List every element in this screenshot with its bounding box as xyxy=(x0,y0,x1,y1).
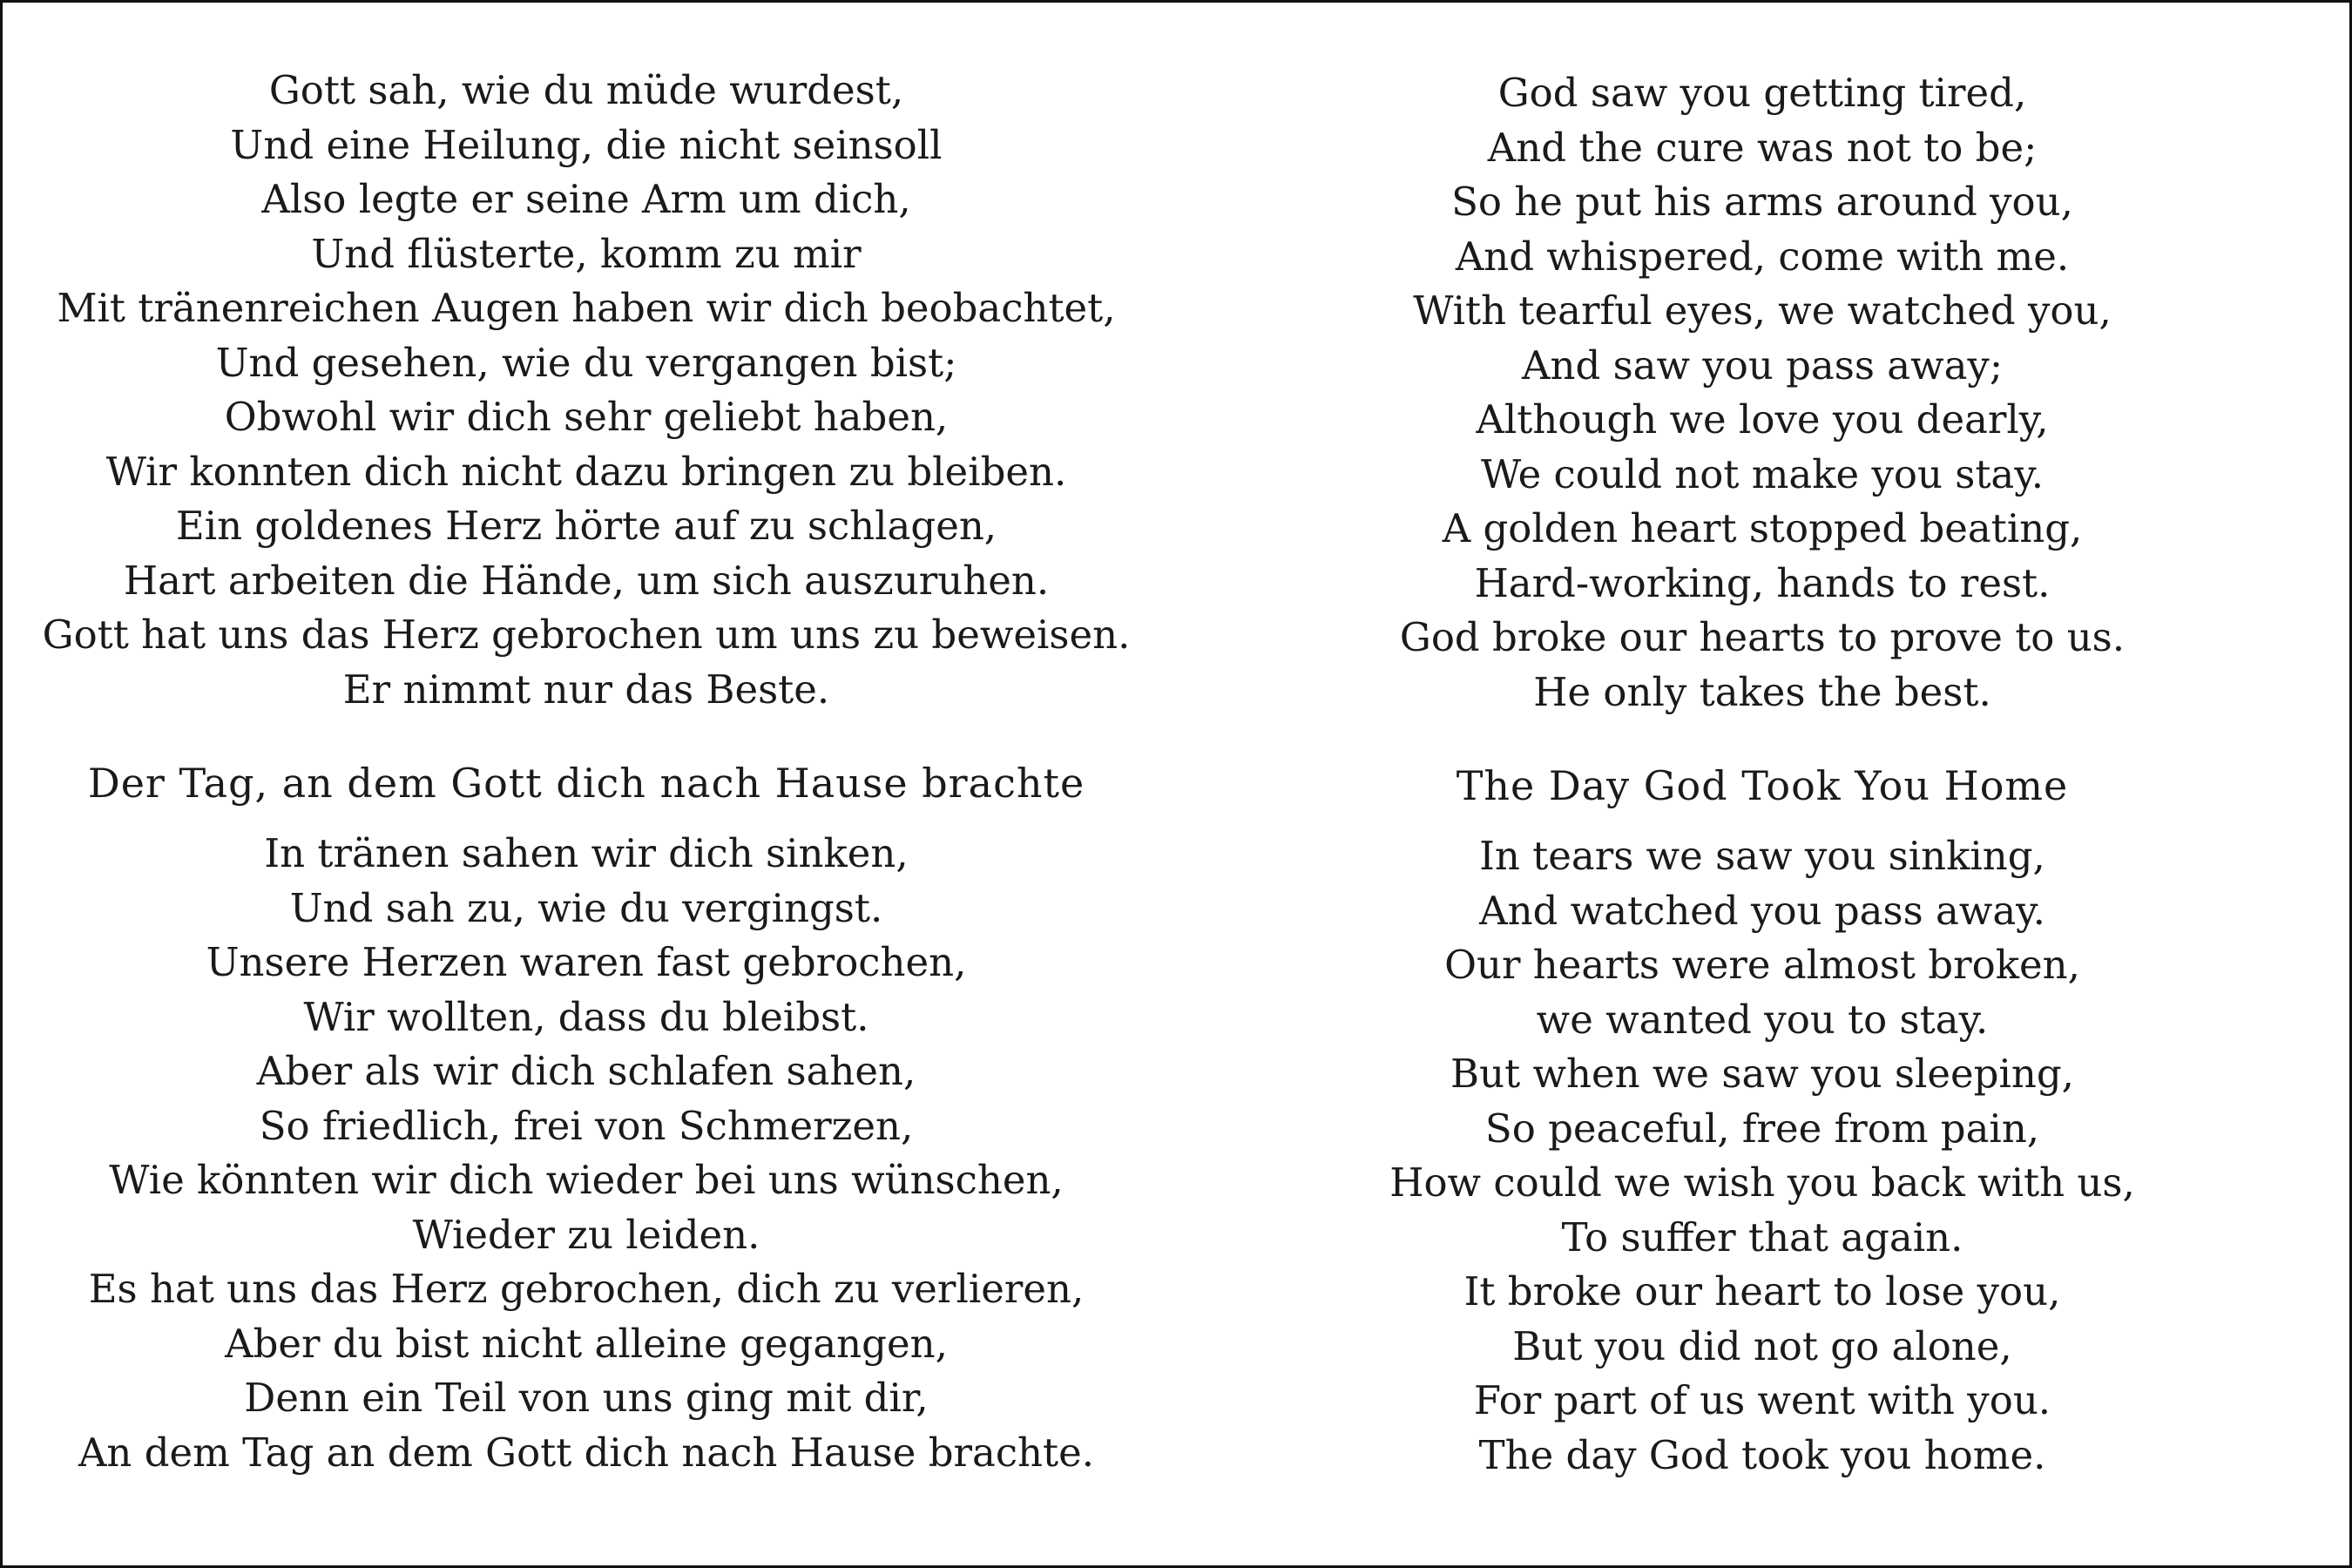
poem-line: Wir wollten, dass du bleibst. xyxy=(303,993,869,1040)
poem-line: Obwohl wir dich sehr geliebt haben, xyxy=(224,394,949,440)
poem-line: Gott hat uns das Herz gebrochen um uns zu beweisen. xyxy=(42,612,1131,658)
poem-line: But when we saw you sleeping, xyxy=(1450,1051,2074,1097)
poem-line: Und flüsterte, komm zu mir xyxy=(311,230,862,277)
poem-line: We could not make you stay. xyxy=(1480,450,2044,497)
poem-line: So friedlich, frei von Schmerzen, xyxy=(259,1102,914,1149)
poem-line: So peaceful, free from pain, xyxy=(1484,1105,2040,1152)
poem-line: Ein goldenes Herz hörte auf zu schlagen, xyxy=(175,503,997,549)
german-poem-title: Der Tag, an dem Gott dich nach Hause brachte xyxy=(87,760,1085,807)
poem-line: Hard-working, hands to rest. xyxy=(1474,559,2051,606)
poem-line: And the cure was not to be; xyxy=(1487,124,2038,171)
poem-line: With tearful eyes, we watched you, xyxy=(1413,287,2112,334)
poem-line: Our hearts were almost broken, xyxy=(1444,942,2080,988)
poem-line: Aber du bist nicht alleine gegangen, xyxy=(225,1320,948,1367)
poem-line: we wanted you to stay. xyxy=(1536,996,1989,1043)
poem-line: Mit tränenreichen Augen haben wir dich beobachtet, xyxy=(57,285,1116,331)
poem-line: He only takes the best. xyxy=(1533,668,1991,715)
poem-line: Wieder zu leiden. xyxy=(412,1211,760,1258)
poem-line: Gott sah, wie du müde wurdest, xyxy=(268,67,904,113)
poem-line: Wir konnten dich nicht dazu bringen zu bleiben. xyxy=(105,448,1067,495)
poem-line: For part of us went with you. xyxy=(1473,1377,2051,1423)
poem-line: Denn ein Teil von uns ging mit dir, xyxy=(244,1375,929,1421)
poem-line: Aber als wir dich schlafen sahen, xyxy=(256,1048,916,1094)
poem-line: And saw you pass away; xyxy=(1521,341,2004,389)
poem-line: Wie könnten wir dich wieder bei uns wünschen, xyxy=(109,1157,1064,1203)
poem-line: A golden heart stopped beating, xyxy=(1442,505,2083,551)
english-column xyxy=(1222,3,2302,1483)
poem-line: Hart arbeiten die Hände, um sich auszuruhen. xyxy=(123,557,1050,604)
poem-line: Es hat uns das Herz gebrochen, dich zu verlieren, xyxy=(88,1266,1085,1312)
german-column xyxy=(37,3,1135,1480)
english-stanza-2 xyxy=(1222,829,2302,1483)
english-poem-title: The Day God Took You Home xyxy=(1456,762,2069,809)
poem-line: God saw you getting tired, xyxy=(1497,70,2027,116)
poem-line: The day God took you home. xyxy=(1478,1431,2046,1478)
german-stanza-2 xyxy=(37,827,1135,1480)
poem-line: God broke our hearts to prove to us. xyxy=(1399,614,2126,660)
poem-line: Er nimmt nur das Beste. xyxy=(342,666,830,713)
poem-line: And whispered, come with me. xyxy=(1455,233,2070,280)
poem-line: In tears we saw you sinking, xyxy=(1479,833,2045,879)
poem-line: An dem Tag an dem Gott dich nach Hause brachte. xyxy=(78,1429,1095,1476)
poem-line: In tränen sahen wir dich sinken, xyxy=(264,830,909,876)
german-stanza-1 xyxy=(37,64,1135,717)
poem-line: Also legte er seine Arm um dich, xyxy=(261,176,911,222)
poem-line: But you did not go alone, xyxy=(1512,1322,2012,1369)
poem-line: Und sah zu, wie du vergingst. xyxy=(289,884,883,931)
poem-line: And watched you pass away. xyxy=(1479,887,2045,934)
poem-line: Und eine Heilung, die nicht seinsoll xyxy=(230,121,943,168)
english-stanza-1 xyxy=(1222,66,2302,720)
poem-line: It broke our heart to lose you, xyxy=(1463,1268,2061,1315)
poem-line: Although we love you dearly, xyxy=(1476,396,2049,443)
poem-line: Und gesehen, wie du vergangen bist; xyxy=(215,339,957,386)
poem-line: So he put his arms around you, xyxy=(1451,179,2073,225)
poem-line: How could we wish you back with us, xyxy=(1389,1159,2135,1206)
poem-line: Unsere Herzen waren fast gebrochen, xyxy=(206,939,967,985)
poem-line: To suffer that again. xyxy=(1561,1213,1963,1260)
